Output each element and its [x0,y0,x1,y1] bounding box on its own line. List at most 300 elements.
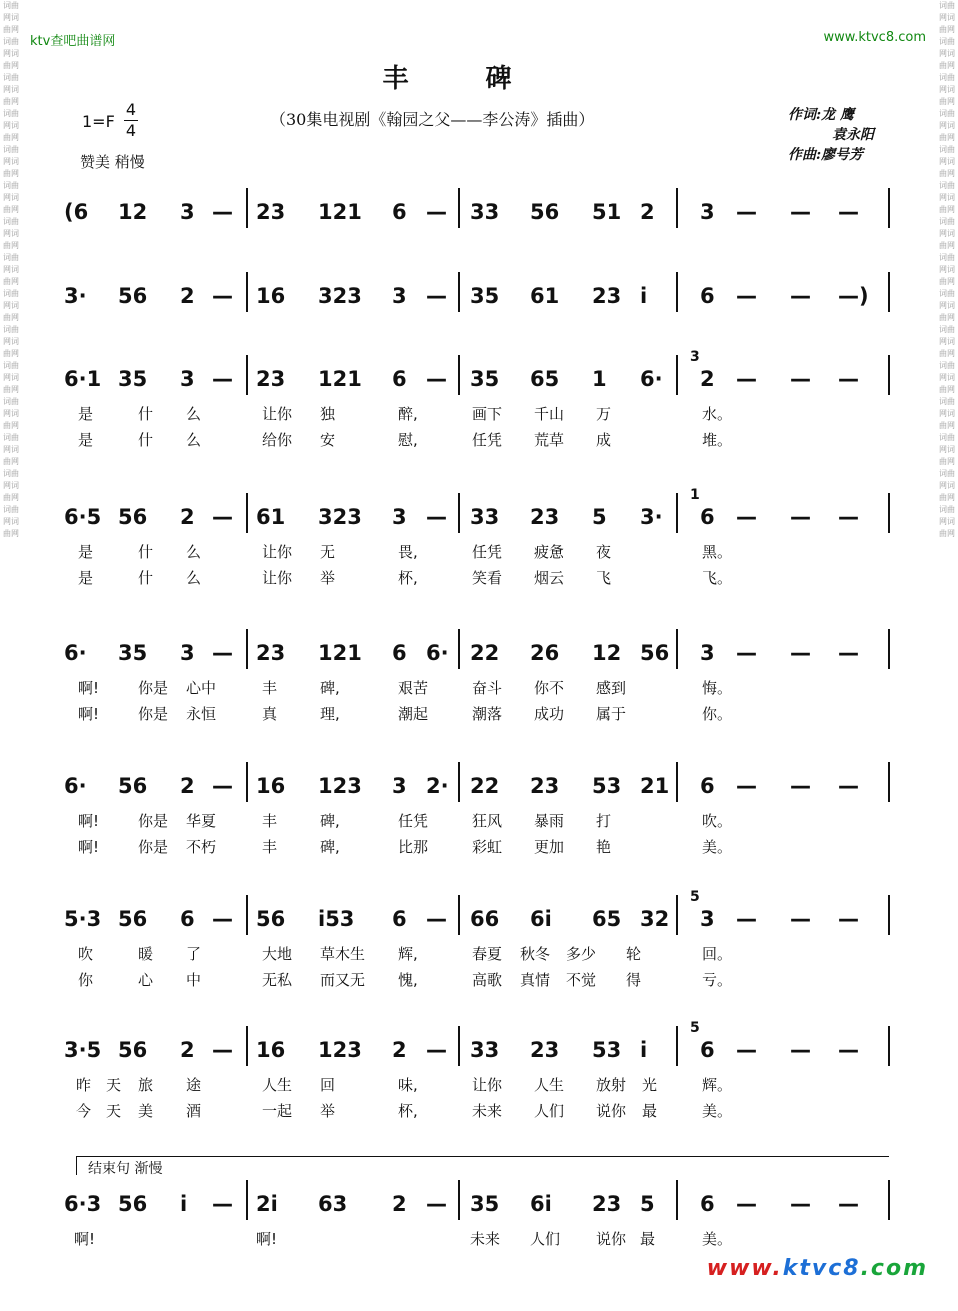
note: 56 [118,1192,148,1216]
note: 33 [470,505,500,529]
lyric-verse-2: 永恒 [186,705,217,723]
lyric-verse-2: 让你 [262,569,293,587]
bar-line [676,272,678,312]
bar-line [246,895,248,935]
note: — [790,641,811,665]
note: 21 [640,774,670,798]
lyric-verse-1: 暖 [138,945,154,963]
note: 3 [392,505,407,529]
bar-line [888,272,890,312]
bar-line [458,188,460,228]
note: 65 [592,907,622,931]
bar-line [888,493,890,533]
lyric-verse-2: 是 [78,569,94,587]
note: 51 [592,200,622,224]
note: — [736,641,757,665]
lyric-verse-2: 愧, [398,971,418,989]
note: 16 [256,1038,286,1062]
note: 6·3 [64,1192,102,1216]
note: — [790,367,811,391]
note: 26 [530,641,560,665]
note: 3 [392,284,407,308]
note: — [212,1192,233,1216]
note: 56 [530,200,560,224]
lyric-verse-2: 高歌 [472,971,503,989]
note: — [426,907,447,931]
lyric-verse-1: 辉, [398,945,418,963]
note: 2i [256,1192,278,1216]
note: 6 [700,1192,715,1216]
lyric-verse-2: 艳 [596,838,612,856]
note: 2 [640,200,655,224]
bar-line [246,1180,248,1220]
lyric-verse-1: 人生 [534,1076,565,1094]
lyric-verse-1: 无 [320,543,336,561]
lyric-verse-2: 潮起 [398,705,429,723]
song-title: 丰 碑 [382,64,546,94]
note: — [426,284,447,308]
lyric-verse-2: 么 [186,569,202,587]
lyric-verse-2: 真情 [520,971,551,989]
watermark-part-1: www. [706,1256,783,1281]
lyric-verse-1: 你是 [138,679,169,697]
note: 23 [592,284,622,308]
lyric-verse-2: 而又无 [320,971,366,989]
note: — [838,641,859,665]
bar-line [676,895,678,935]
lyric-verse-2: 是 [78,431,94,449]
lyric-verse-1: 草木生 [320,945,366,963]
note: — [838,907,859,931]
lyric-verse-2: 飞 [596,569,612,587]
lyric-verse-2: 酒 [186,1102,202,1120]
lyric-verse-2: 慰, [398,431,418,449]
lyric-verse-1: 了 [186,945,202,963]
lyric-verse-1: 辉。 [702,1076,733,1094]
lyric-verse-2: 理, [320,705,340,723]
note: — [212,1038,233,1062]
note: 2 [180,1038,195,1062]
lyric-verse-1: 感到 [596,679,627,697]
note: 3 [180,200,195,224]
lyric-verse-1: 艰苦 [398,679,429,697]
lyric-verse-1: 回 [320,1076,336,1094]
lyricist-2: 袁永阳 [832,127,874,143]
site-name-left[interactable]: ktv查吧曲谱网 [30,34,116,49]
note: 5·3 [64,907,102,931]
note: 2 [392,1192,407,1216]
bar-line [246,762,248,802]
lyric-verse-2: 丰 [262,838,278,856]
note: 2 [180,505,195,529]
note: 323 [318,505,362,529]
lyric-verse-2: 啊! [78,838,100,856]
note: 2 [700,367,715,391]
note: 1 [592,367,607,391]
lyric-verse-2: 杯, [398,569,418,587]
bar-line [676,629,678,669]
note: 6i [530,1192,552,1216]
note: — [426,367,447,391]
note: 16 [256,774,286,798]
note: 12 [592,641,622,665]
lyric-verse-1: 春夏 [472,945,503,963]
note: — [212,367,233,391]
lyric-verse-1: 暴雨 [534,812,565,830]
note: 23 [256,641,286,665]
composer: 作曲:廖号芳 [788,147,864,163]
bar-line [676,493,678,533]
bar-line [458,895,460,935]
note: — [212,641,233,665]
note: — [736,505,757,529]
lyric-verse-1: 啊! [256,1230,278,1248]
bar-line [246,272,248,312]
subtitle: （30集电视剧《翰园之父——李公涛》插曲） [270,110,595,129]
note: — [212,907,233,931]
tempo-marking: 赞美 稍慢 [80,153,145,171]
note: — [736,1038,757,1062]
note: — [790,284,811,308]
note: 6 [392,367,407,391]
note: 35 [118,641,148,665]
watermark-part-3: .com [860,1256,928,1281]
note: 65 [530,367,560,391]
lyric-verse-2: 举 [320,1102,336,1120]
bar-line [246,493,248,533]
note: 22 [470,641,500,665]
note: 6 [392,641,407,665]
note: — [426,1038,447,1062]
note: — [212,200,233,224]
note: 56 [640,641,670,665]
lyric-verse-1: 让你 [262,405,293,423]
note: — [212,774,233,798]
lyric-verse-1: 任凭 [398,812,429,830]
note: — [212,284,233,308]
note: 2· [426,774,449,798]
bar-line [458,355,460,395]
lyric-verse-1: 轮 [626,945,642,963]
lyric-verse-2: 彩虹 [472,838,503,856]
note: 6· [426,641,449,665]
note: 22 [470,774,500,798]
lyric-verse-1: 多少 [566,945,597,963]
lyric-verse-1: 最 [640,1230,656,1248]
lyric-verse-1: 打 [596,812,612,830]
note: 16 [256,284,286,308]
bar-line [888,188,890,228]
lyric-verse-2: 未来 [472,1102,503,1120]
lyric-verse-1: 畏, [398,543,418,561]
lyric-verse-1: 啊! [74,1230,96,1248]
note: 35 [470,284,500,308]
lyric-verse-2: 今 [76,1102,92,1120]
note: 33 [470,200,500,224]
bar-line [458,272,460,312]
lyric-verse-1: 啊! [78,679,100,697]
ending-label: 结束句 渐慢 [88,1161,163,1177]
note: 35 [470,367,500,391]
bar-line [246,1026,248,1066]
lyric-verse-2: 最 [642,1102,658,1120]
note: — [838,1038,859,1062]
note: 35 [470,1192,500,1216]
note: i [640,284,648,308]
note: 56 [118,284,148,308]
note: 6i [530,907,552,931]
bar-line [676,1026,678,1066]
lyric-verse-1: 独 [320,405,336,423]
note: — [790,1038,811,1062]
note: 6 [180,907,195,931]
lyric-verse-2: 荒草 [534,431,565,449]
note: 121 [318,367,362,391]
lyric-verse-2: 中 [186,971,202,989]
bar-line [458,1026,460,1066]
note: 53 [592,1038,622,1062]
note: — [838,200,859,224]
bar-line [888,895,890,935]
note: 56 [118,774,148,798]
lyric-verse-1: 你不 [534,679,565,697]
lyric-verse-2: 么 [186,431,202,449]
lyric-verse-1: 黑。 [702,543,733,561]
lyric-verse-2: 笑看 [472,569,503,587]
lyric-verse-1: 让你 [472,1076,503,1094]
note: 5 [640,1192,655,1216]
lyric-verse-1: 醉, [398,405,418,423]
bar-line [246,355,248,395]
note: 32 [640,907,670,931]
note: 3 [180,367,195,391]
note: — [736,367,757,391]
lyric-verse-2: 你。 [702,705,733,723]
note: 5 [592,505,607,529]
note: 6· [64,774,87,798]
lyric-verse-1: 什 [138,543,154,561]
lyric-verse-2: 真 [262,705,278,723]
note: — [790,907,811,931]
note: (6 [64,200,89,224]
volta-mark: 5 [690,889,700,905]
note: — [790,200,811,224]
note: — [426,505,447,529]
lyric-verse-2: 你是 [138,705,169,723]
note: — [212,505,233,529]
lyric-verse-2: 任凭 [472,431,503,449]
note: i53 [318,907,355,931]
bar-line [246,629,248,669]
lyric-verse-1: 悔。 [702,679,733,697]
note: 63 [318,1192,348,1216]
note: — [736,774,757,798]
lyric-verse-1: 啊! [78,812,100,830]
note: i [640,1038,648,1062]
note: 6·1 [64,367,102,391]
volta-mark: 1 [690,487,700,503]
lyric-verse-1: 丰 [262,812,278,830]
lyric-verse-1: 大地 [262,945,293,963]
lyric-verse-2: 亏。 [702,971,733,989]
bar-line [458,1180,460,1220]
note: 56 [118,505,148,529]
note: 33 [470,1038,500,1062]
bar-line [676,188,678,228]
lyric-verse-1: 回。 [702,945,733,963]
lyric-verse-2: 美 [138,1102,154,1120]
bar-line [888,1026,890,1066]
lyric-verse-1: 说你 [596,1230,627,1248]
note: — [790,774,811,798]
lyric-verse-2: 人们 [534,1102,565,1120]
lyric-verse-1: 秋冬 [520,945,551,963]
lyric-verse-1: 放射 [596,1076,627,1094]
note: 61 [530,284,560,308]
note: 23 [592,1192,622,1216]
side-watermark-right: 词曲网词曲网词曲网词曲网词曲网词曲网词曲网词曲网词曲网词曲网词曲网词曲网词曲网词曲网词曲网词曲网词曲网词曲网词曲网词曲网词曲网词曲网词曲网词曲网词曲网词曲网词曲网词曲网词曲网词曲网 [939,1,955,538]
note: — [736,1192,757,1216]
bar-line [888,629,890,669]
note: 56 [256,907,286,931]
note: — [838,1192,859,1216]
lyric-verse-1: 么 [186,405,202,423]
note: 121 [318,200,362,224]
lyric-verse-1: 千山 [534,405,565,423]
note: 6· [64,641,87,665]
lyric-verse-2: 属于 [596,705,627,723]
lyric-verse-2: 美。 [702,838,733,856]
lyric-verse-2: 飞。 [702,569,733,587]
side-watermark-left: 词曲网词曲网词曲网词曲网词曲网词曲网词曲网词曲网词曲网词曲网词曲网词曲网词曲网词曲网词曲网词曲网词曲网词曲网词曲网词曲网词曲网词曲网词曲网词曲网词曲网词曲网词曲网词曲网词曲网词曲网 [3,1,19,538]
lyric-verse-1: 水。 [702,405,733,423]
note: 6 [700,505,715,529]
note: 3 [700,200,715,224]
watermark-logo [707,1256,928,1281]
volta-mark: 5 [690,1020,700,1036]
lyric-verse-2: 啊! [78,705,100,723]
time-signature-bottom: 4 [125,121,137,140]
lyric-verse-1: 碑, [320,679,340,697]
ending-bracket [76,1156,889,1175]
note: 3· [64,284,87,308]
note: 3·5 [64,1038,102,1062]
volta-mark: 3 [690,349,700,365]
site-url-right[interactable]: www.ktvc8.com [823,30,926,45]
note: 23 [530,774,560,798]
lyric-verse-1: 你是 [138,812,169,830]
note: 121 [318,641,362,665]
lyric-verse-1: 万 [596,405,612,423]
lyric-verse-1: 旅 [138,1076,154,1094]
lyric-verse-1: 人们 [530,1230,561,1248]
note: 23 [256,367,286,391]
lyric-verse-1: 碑, [320,812,340,830]
lyric-verse-2: 天 [106,1102,122,1120]
lyric-verse-1: 吹。 [702,812,733,830]
lyric-verse-2: 比那 [398,838,429,856]
note: 35 [118,367,148,391]
lyric-verse-1: 美。 [702,1230,733,1248]
note: 23 [530,1038,560,1062]
note: 6 [700,284,715,308]
note: 123 [318,1038,362,1062]
lyric-verse-1: 味, [398,1076,418,1094]
note: i [180,1192,188,1216]
note: — [838,774,859,798]
lyric-verse-1: 吹 [78,945,94,963]
bar-line [246,188,248,228]
note: 23 [256,200,286,224]
bar-line [458,762,460,802]
note: — [426,200,447,224]
note: — [736,284,757,308]
note: 6 [392,200,407,224]
lyric-verse-2: 成功 [534,705,565,723]
note: 6 [700,774,715,798]
watermark-part-2: ktvc8 [782,1256,861,1281]
bar-line [676,762,678,802]
note: 6·5 [64,505,102,529]
lyric-verse-1: 什 [138,405,154,423]
lyric-verse-1: 疲惫 [534,543,565,561]
time-signature-top: 4 [125,100,137,119]
lyric-verse-1: 任凭 [472,543,503,561]
lyric-verse-2: 得 [626,971,642,989]
lyric-verse-2: 什 [138,569,154,587]
bar-line [888,762,890,802]
note: 56 [118,1038,148,1062]
lyric-verse-1: 夜 [596,543,612,561]
lyric-verse-2: 举 [320,569,336,587]
note: 6 [700,1038,715,1062]
note: 323 [318,284,362,308]
lyric-verse-2: 给你 [262,431,293,449]
note: 2 [180,284,195,308]
note: 61 [256,505,286,529]
lyric-verse-2: 无私 [262,971,293,989]
lyric-verse-2: 堆。 [702,431,733,449]
note: 3 [392,774,407,798]
bar-line [458,493,460,533]
lyric-verse-2: 什 [138,431,154,449]
lyric-verse-1: 未来 [470,1230,501,1248]
note: 2 [392,1038,407,1062]
note: — [736,200,757,224]
lyric-verse-2: 更加 [534,838,565,856]
lyric-verse-2: 潮落 [472,705,503,723]
note: 56 [118,907,148,931]
note: — [838,505,859,529]
note: 3 [180,641,195,665]
note: 2 [180,774,195,798]
lyric-verse-2: 烟云 [534,569,565,587]
note: 123 [318,774,362,798]
lyric-verse-2: 说你 [596,1102,627,1120]
note: —) [838,284,869,308]
key-signature: 1=F [82,112,115,131]
lyric-verse-1: 是 [78,543,94,561]
lyric-verse-1: 途 [186,1076,202,1094]
lyricist: 作词:龙 鹰 [788,107,855,123]
note: — [790,1192,811,1216]
lyric-verse-2: 不觉 [566,971,597,989]
lyric-verse-2: 你是 [138,838,169,856]
bar-line [676,1180,678,1220]
lyric-verse-1: 心中 [186,679,217,697]
lyric-verse-1: 画下 [472,405,503,423]
lyric-verse-2: 心 [138,971,154,989]
